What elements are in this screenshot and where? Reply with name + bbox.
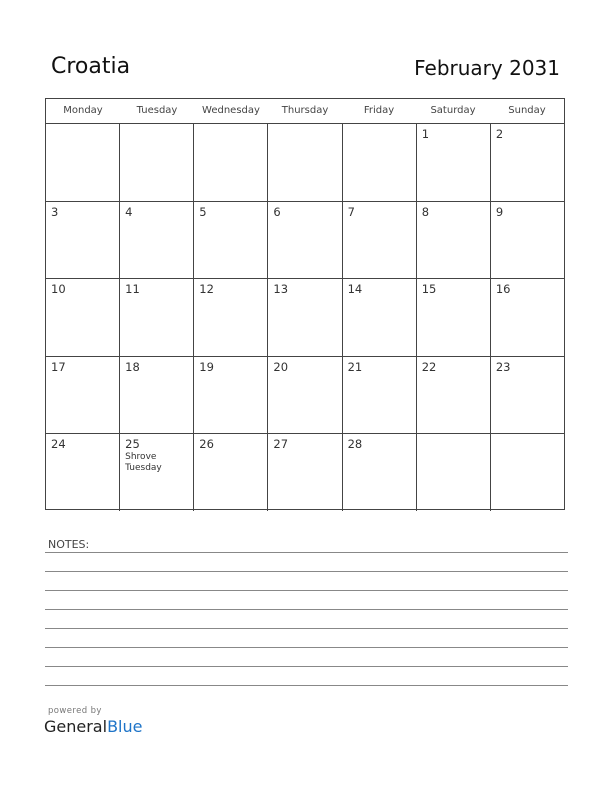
day-cell: [343, 124, 417, 201]
day-cell: [491, 434, 564, 511]
day-number: 22: [421, 359, 437, 374]
day-cell: [343, 279, 417, 356]
note-line: [45, 628, 568, 629]
day-number: 2: [495, 127, 504, 141]
calendar-weeks: [46, 124, 564, 511]
month-title: February 2031: [414, 56, 560, 80]
notes-label: NOTES:: [48, 538, 90, 551]
day-number: 3: [51, 204, 59, 219]
day-cell: [194, 434, 268, 511]
day-cell: [120, 434, 194, 511]
day-cell: [268, 124, 342, 201]
week-row: [46, 357, 564, 435]
day-number: 20: [273, 359, 289, 374]
day-number: 27: [273, 437, 289, 452]
day-cell: [120, 279, 194, 356]
day-cell: [268, 279, 342, 356]
day-cell: [417, 279, 491, 356]
weekday-label: Friday: [363, 105, 395, 116]
day-number: 17: [51, 359, 66, 374]
day-cell: [417, 434, 491, 511]
weekday-label: Wednesday: [202, 105, 260, 116]
day-cell: [194, 124, 268, 201]
day-number: 4: [125, 204, 133, 219]
brand-blue: Blue: [107, 717, 143, 736]
day-number: 15: [421, 282, 437, 297]
brand-general: General: [44, 717, 108, 736]
day-number: 7: [347, 204, 355, 219]
holiday-label: Shrove Tuesday: [125, 452, 162, 474]
day-number: 14: [347, 282, 363, 297]
note-line: [45, 571, 568, 572]
day-cell: [417, 202, 491, 279]
week-row: [46, 124, 564, 202]
day-cell: [194, 279, 268, 356]
weekday-label: Thursday: [281, 105, 329, 116]
day-number: 5: [199, 204, 207, 219]
weekday-label: Saturday: [430, 105, 476, 116]
day-number: 12: [199, 282, 214, 297]
weekday-header: [46, 99, 564, 124]
day-cell: [194, 202, 268, 279]
day-cell: [120, 202, 194, 279]
day-cell: [268, 357, 342, 434]
day-cell: [194, 357, 268, 434]
day-number: 13: [273, 282, 289, 297]
day-cell: [491, 124, 564, 201]
note-line: [45, 666, 568, 667]
day-cell: [268, 434, 342, 511]
day-cell: [268, 202, 342, 279]
day-number: 21: [347, 359, 363, 374]
day-number: 16: [495, 282, 511, 297]
week-row: [46, 279, 564, 357]
country-title: Croatia: [51, 54, 131, 79]
day-number: 24: [51, 437, 66, 452]
note-line: [45, 590, 568, 591]
note-line: [45, 685, 568, 686]
brand-logo[interactable]: [44, 717, 142, 736]
day-cell: [417, 124, 491, 201]
note-line: [45, 552, 568, 553]
day-number: 18: [125, 359, 140, 374]
day-cell: [491, 357, 564, 434]
day-cell: [343, 434, 417, 511]
day-cell: [46, 279, 120, 356]
week-row: [46, 202, 564, 280]
week-row: [46, 434, 564, 511]
day-number: 1: [421, 127, 430, 141]
day-cell: [46, 202, 120, 279]
day-number: 11: [125, 282, 140, 297]
day-cell: [46, 124, 120, 201]
day-number: 26: [199, 437, 214, 452]
day-number: 28: [347, 437, 363, 452]
calendar-grid: [45, 98, 565, 510]
powered-by-text: powered by: [48, 706, 102, 716]
day-number: 19: [199, 359, 214, 374]
day-cell: [417, 357, 491, 434]
weekday-label: Monday: [63, 105, 103, 116]
day-cell: [46, 434, 120, 511]
weekday-label: Tuesday: [136, 105, 178, 116]
day-cell: [343, 357, 417, 434]
day-cell: [491, 279, 564, 356]
day-number: 10: [51, 282, 66, 297]
note-line: [45, 647, 568, 648]
note-line: [45, 609, 568, 610]
day-cell: [491, 202, 564, 279]
day-number: 23: [495, 359, 511, 374]
day-number: 25: [125, 437, 140, 452]
day-cell: [120, 124, 194, 201]
day-number: 9: [495, 204, 504, 219]
day-cell: [46, 357, 120, 434]
weekday-label: Sunday: [508, 105, 546, 116]
day-cell: [120, 357, 194, 434]
day-number: 6: [273, 204, 281, 219]
day-number: 8: [421, 204, 430, 219]
day-cell: [343, 202, 417, 279]
